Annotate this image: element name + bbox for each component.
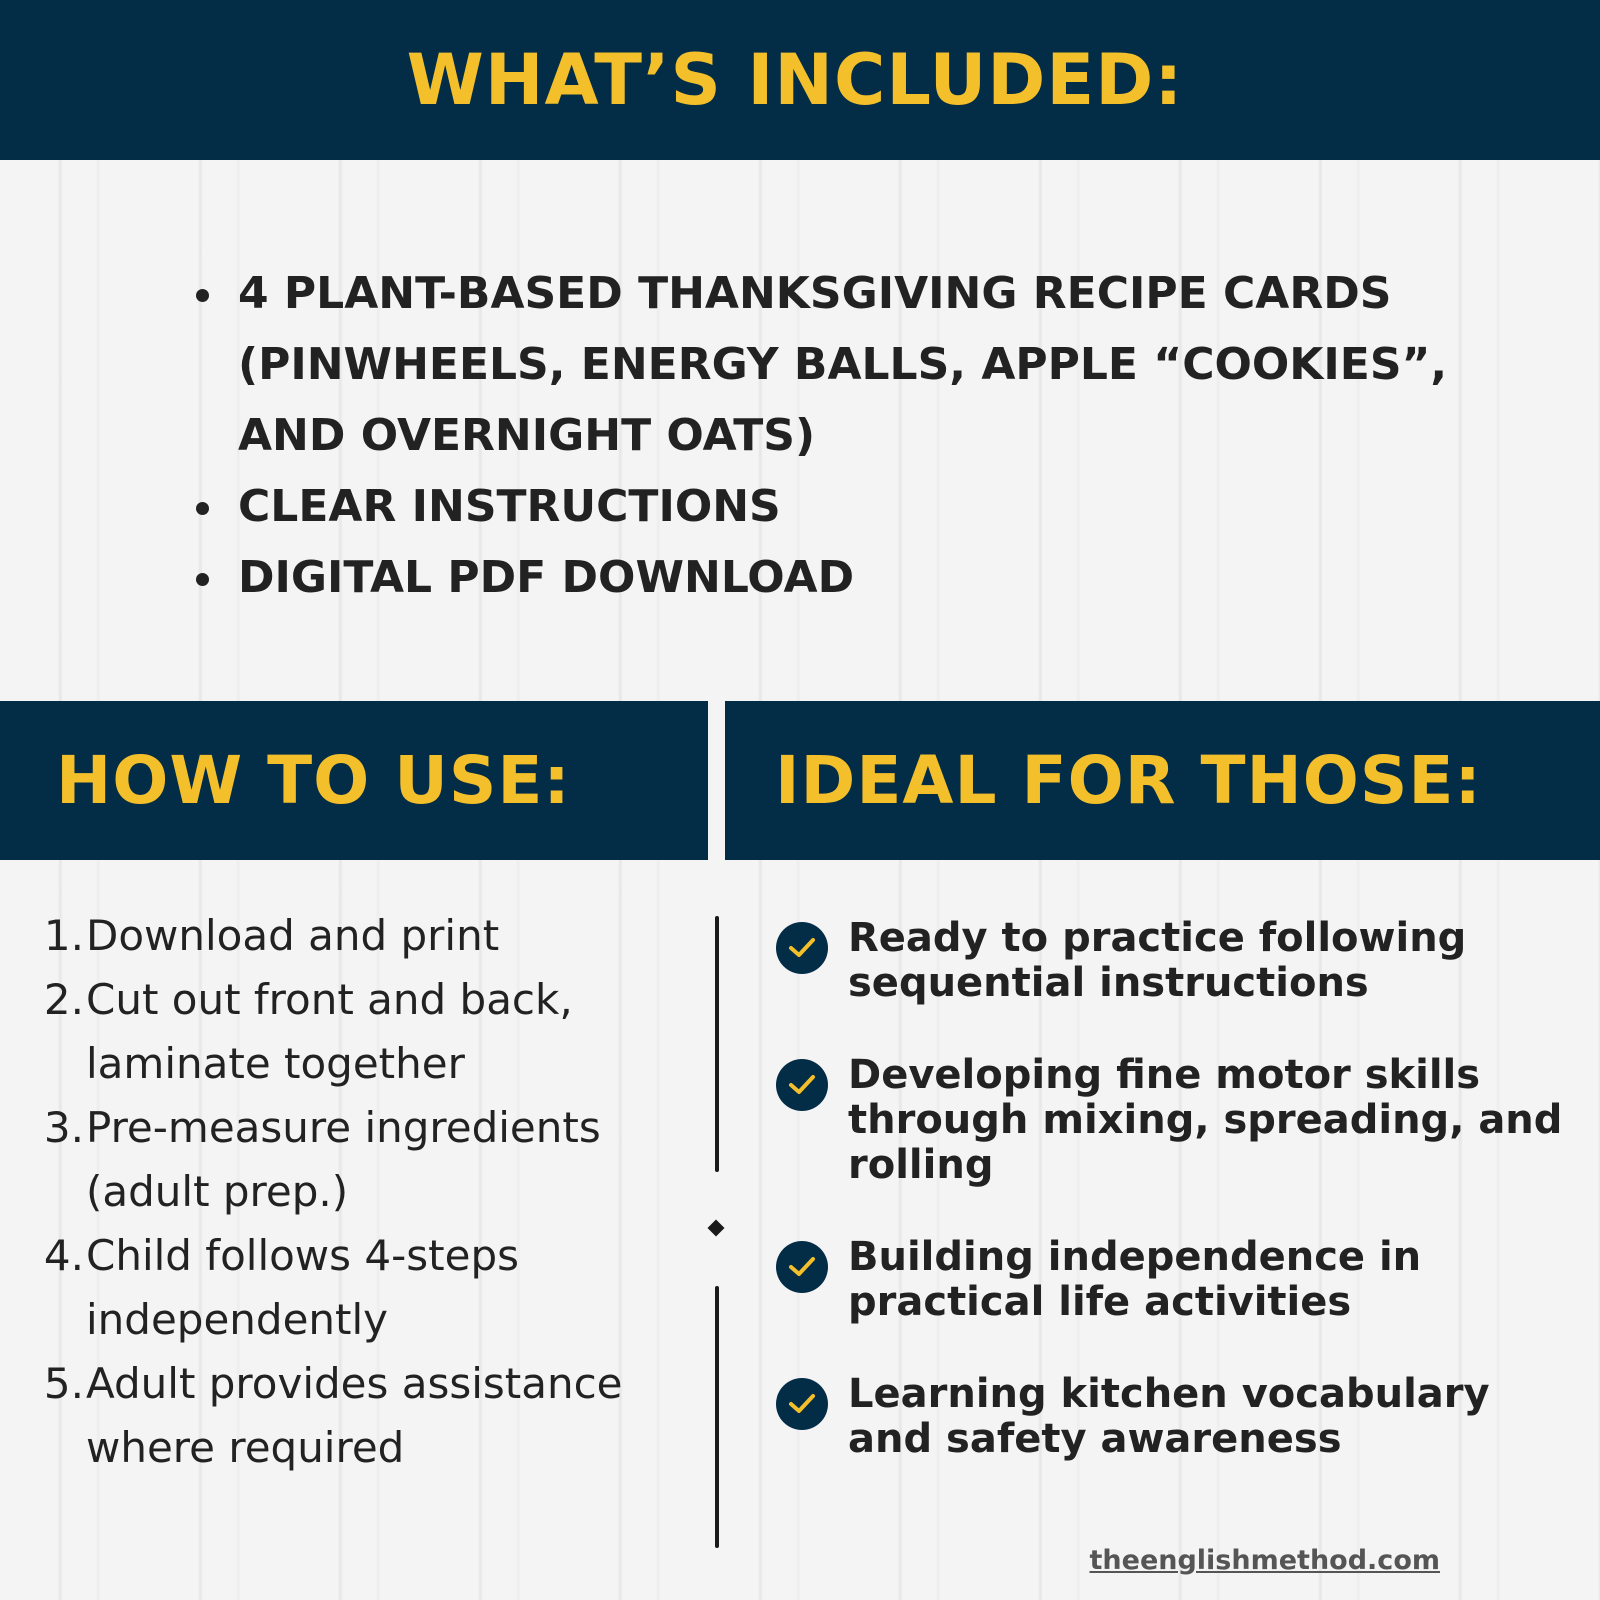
step-number: 5. — [43, 1359, 84, 1408]
divider-diamond-icon — [708, 1220, 725, 1237]
check-circle-icon — [776, 1241, 828, 1293]
step-number: 1. — [43, 911, 84, 960]
column-divider-bottom — [715, 1286, 719, 1548]
step-item — [38, 968, 688, 1096]
step-text: Child follows 4-steps independently — [86, 1231, 520, 1344]
step-text: Cut out front and back, laminate together — [86, 975, 573, 1088]
step-number: 4. — [43, 1231, 84, 1280]
bullet-dot-icon — [196, 573, 209, 586]
whats-included-title: WHAT’S INCLUDED: — [406, 39, 1184, 121]
step-text: Adult provides assistance where required — [86, 1359, 623, 1472]
list-item — [196, 542, 1456, 613]
ideal-for-title: IDEAL FOR THOSE: — [775, 742, 1482, 819]
ideal-item-text: Ready to practice following sequential instructions — [848, 915, 1467, 1006]
step-text: Pre-measure ingredients (adult prep.) — [86, 1103, 601, 1216]
website-link[interactable]: theenglishmethod.com — [1089, 1545, 1440, 1576]
list-item — [196, 258, 1456, 471]
check-circle-icon — [776, 922, 828, 974]
list-item-text: CLEAR INSTRUCTIONS — [238, 481, 781, 532]
check-circle-icon — [776, 1059, 828, 1111]
bullet-dot-icon — [196, 289, 209, 302]
whats-included-list — [196, 258, 1456, 613]
ideal-item-text: Learning kitchen vocabulary and safety awareness — [848, 1371, 1490, 1462]
how-to-use-banner — [0, 701, 708, 860]
step-number: 2. — [43, 975, 84, 1024]
column-divider-top — [715, 916, 719, 1172]
list-item — [196, 471, 1456, 542]
check-circle-icon — [776, 1378, 828, 1430]
step-number: 3. — [43, 1103, 84, 1152]
how-to-use-steps — [38, 904, 688, 1480]
step-item — [38, 1096, 688, 1224]
ideal-for-banner — [725, 701, 1600, 860]
how-to-use-title: HOW TO USE: — [56, 742, 571, 819]
bullet-dot-icon — [196, 502, 209, 515]
step-item — [38, 1224, 688, 1352]
step-text: Download and print — [86, 911, 500, 960]
step-item — [38, 1352, 688, 1480]
step-item — [38, 904, 688, 968]
list-item-text: DIGITAL PDF DOWNLOAD — [238, 552, 855, 603]
whats-included-banner — [0, 0, 1600, 160]
ideal-item-text: Developing fine motor skills through mixing, spreading, and rolling — [848, 1052, 1563, 1188]
list-item-text: 4 PLANT-BASED THANKSGIVING RECIPE CARDS (PINWHEELS, ENERGY BALLS, APPLE “COOKIES”, AND OVERNIGHT OATS) — [238, 268, 1448, 461]
ideal-item-text: Building independence in practical life activities — [848, 1234, 1422, 1325]
